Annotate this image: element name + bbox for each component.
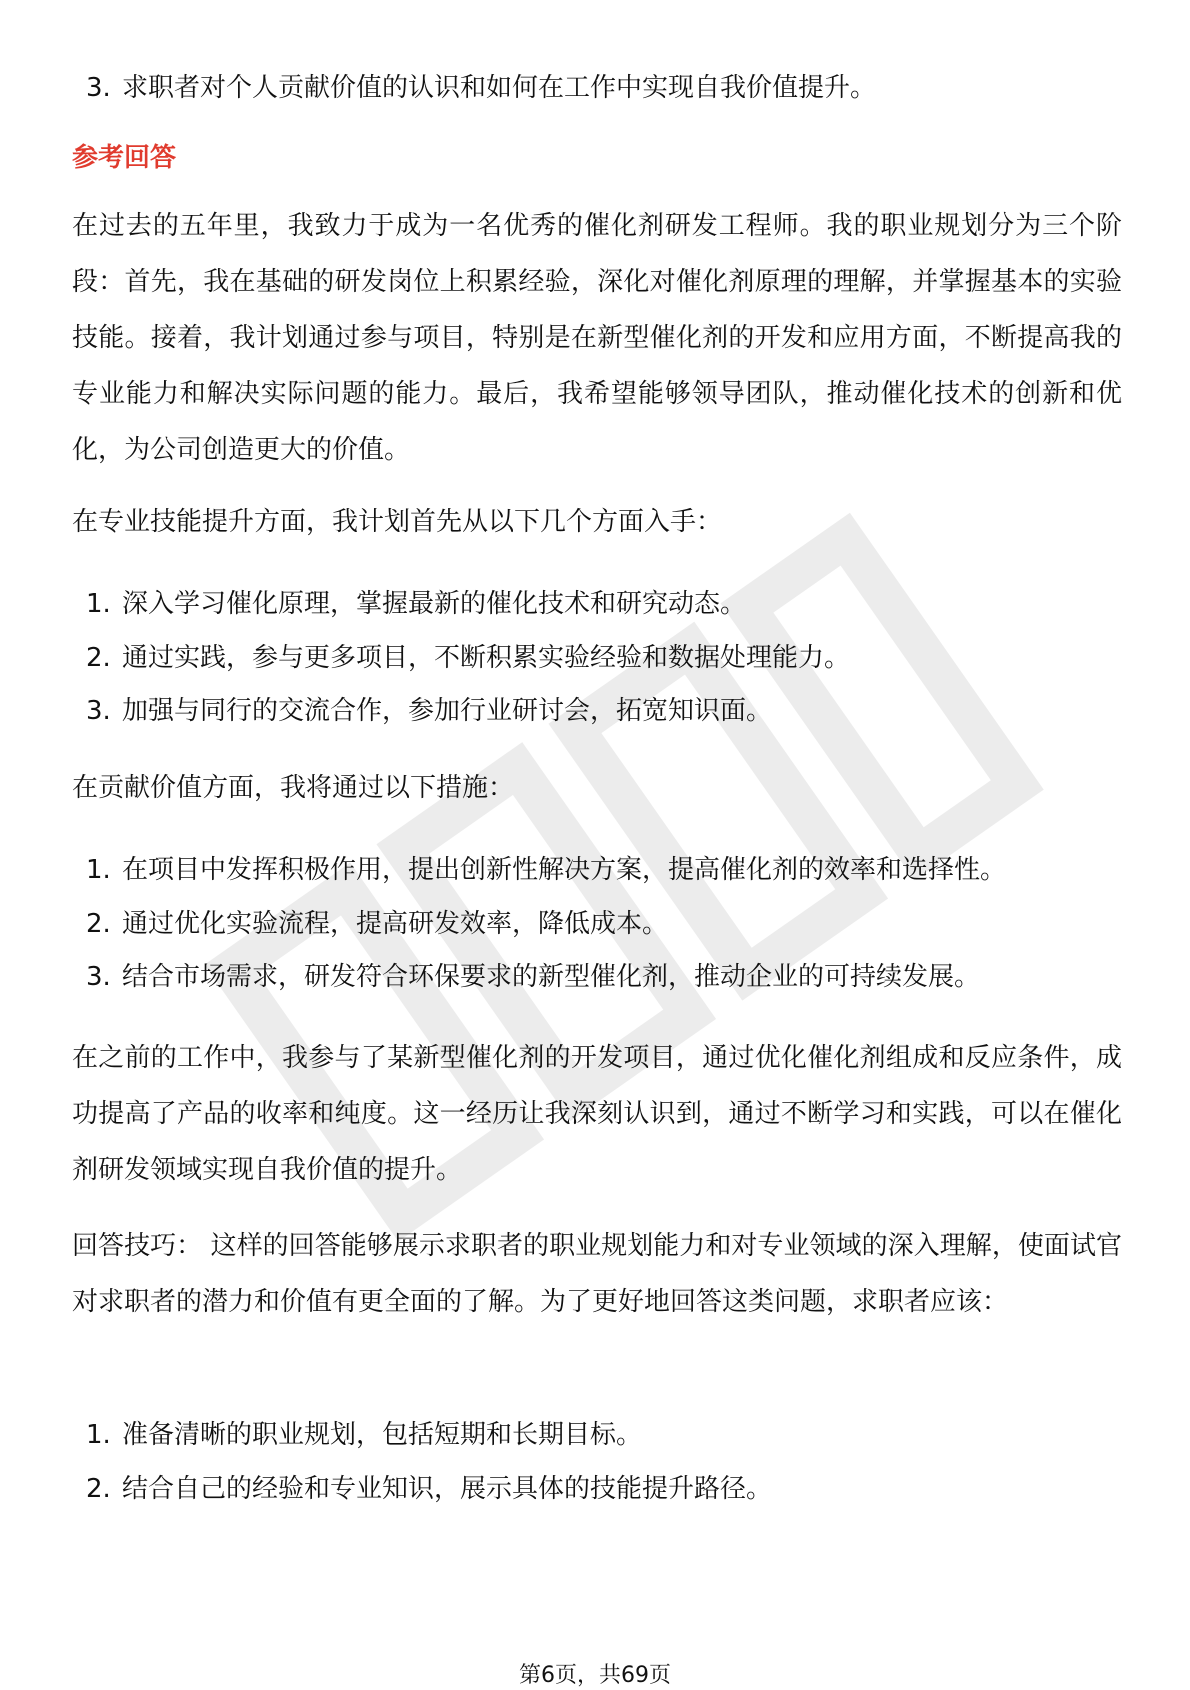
list-item [72, 693, 772, 729]
list-text: 通过优化实验流程，提高研发效率，降低成本。 [122, 909, 669, 939]
list-text: 结合自己的经验和专业知识，展示具体的技能提升路径。 [122, 1474, 773, 1504]
list-item [72, 1471, 772, 1507]
list-number: 2. [86, 643, 111, 673]
list-number: 1. [86, 1420, 111, 1450]
list-item [72, 906, 668, 942]
paragraph: 在专业技能提升方面，我计划首先从以下几个方面入手： [72, 507, 723, 537]
list-number: 3. [86, 73, 111, 103]
list-number: 2. [86, 1474, 111, 1504]
list-item [72, 586, 746, 622]
list-text: 准备清晰的职业规划，包括短期和长期目标。 [122, 1420, 643, 1450]
list-item [72, 852, 1006, 888]
list-text: 通过实践，参与更多项目，不断积累实验经验和数据处理能力。 [122, 643, 851, 673]
list-item [72, 70, 876, 106]
page-number: 第6页，共69页 [519, 1663, 671, 1688]
list-item [72, 959, 980, 995]
section-heading: 参考回答 [72, 143, 177, 173]
list-number: 2. [86, 909, 111, 939]
list-text: 结合市场需求，研发符合环保要求的新型催化剂，推动企业的可持续发展。 [122, 962, 981, 992]
list-number: 1. [86, 589, 111, 619]
list-text: 在项目中发挥积极作用，提出创新性解决方案，提高催化剂的效率和选择性。 [122, 855, 1007, 885]
paragraph: 回答技巧： 这样的回答能够展示求职者的职业规划能力和对专业领域的深入理解，使面试官对求职者的潜力和价值有更全面的了解。为了更好地回答这类问题，求职者应该： [72, 1231, 1122, 1317]
list-text: 加强与同行的交流合作，参加行业研讨会，拓宽知识面。 [122, 696, 773, 726]
list-text: 求职者对个人贡献价值的认识和如何在工作中实现自我价值提升。 [122, 73, 877, 103]
list-number: 3. [86, 696, 111, 726]
list-number: 3. [86, 962, 111, 992]
paragraph: 在之前的工作中，我参与了某新型催化剂的开发项目，通过优化催化剂组成和反应条件，成功提高了产品的收率和纯度。这一经历让我深刻认识到，通过不断学习和实践，可以在催化剂研发领域实现自我价值的提升。 [72, 1043, 1122, 1185]
paragraph: 在贡献价值方面，我将通过以下措施： [72, 773, 515, 803]
list-number: 1. [86, 855, 111, 885]
paragraph: 在过去的五年里，我致力于成为一名优秀的催化剂研发工程师。我的职业规划分为三个阶段：首先，我在基础的研发岗位上积累经验，深化对催化剂原理的理解，并掌握基本的实验技能。接着，我计划通过参与项目，特别是在新型催化剂的开发和应用方面，不断提高我的专业能力和解决实际问题的能力。最后，我希望能够领导团队，推动催化技术的创新和优化，为公司创造更大的价值。 [72, 211, 1122, 465]
list-text: 深入学习催化原理，掌握最新的催化技术和研究动态。 [122, 589, 747, 619]
list-item [72, 1417, 642, 1453]
list-item [72, 640, 850, 676]
